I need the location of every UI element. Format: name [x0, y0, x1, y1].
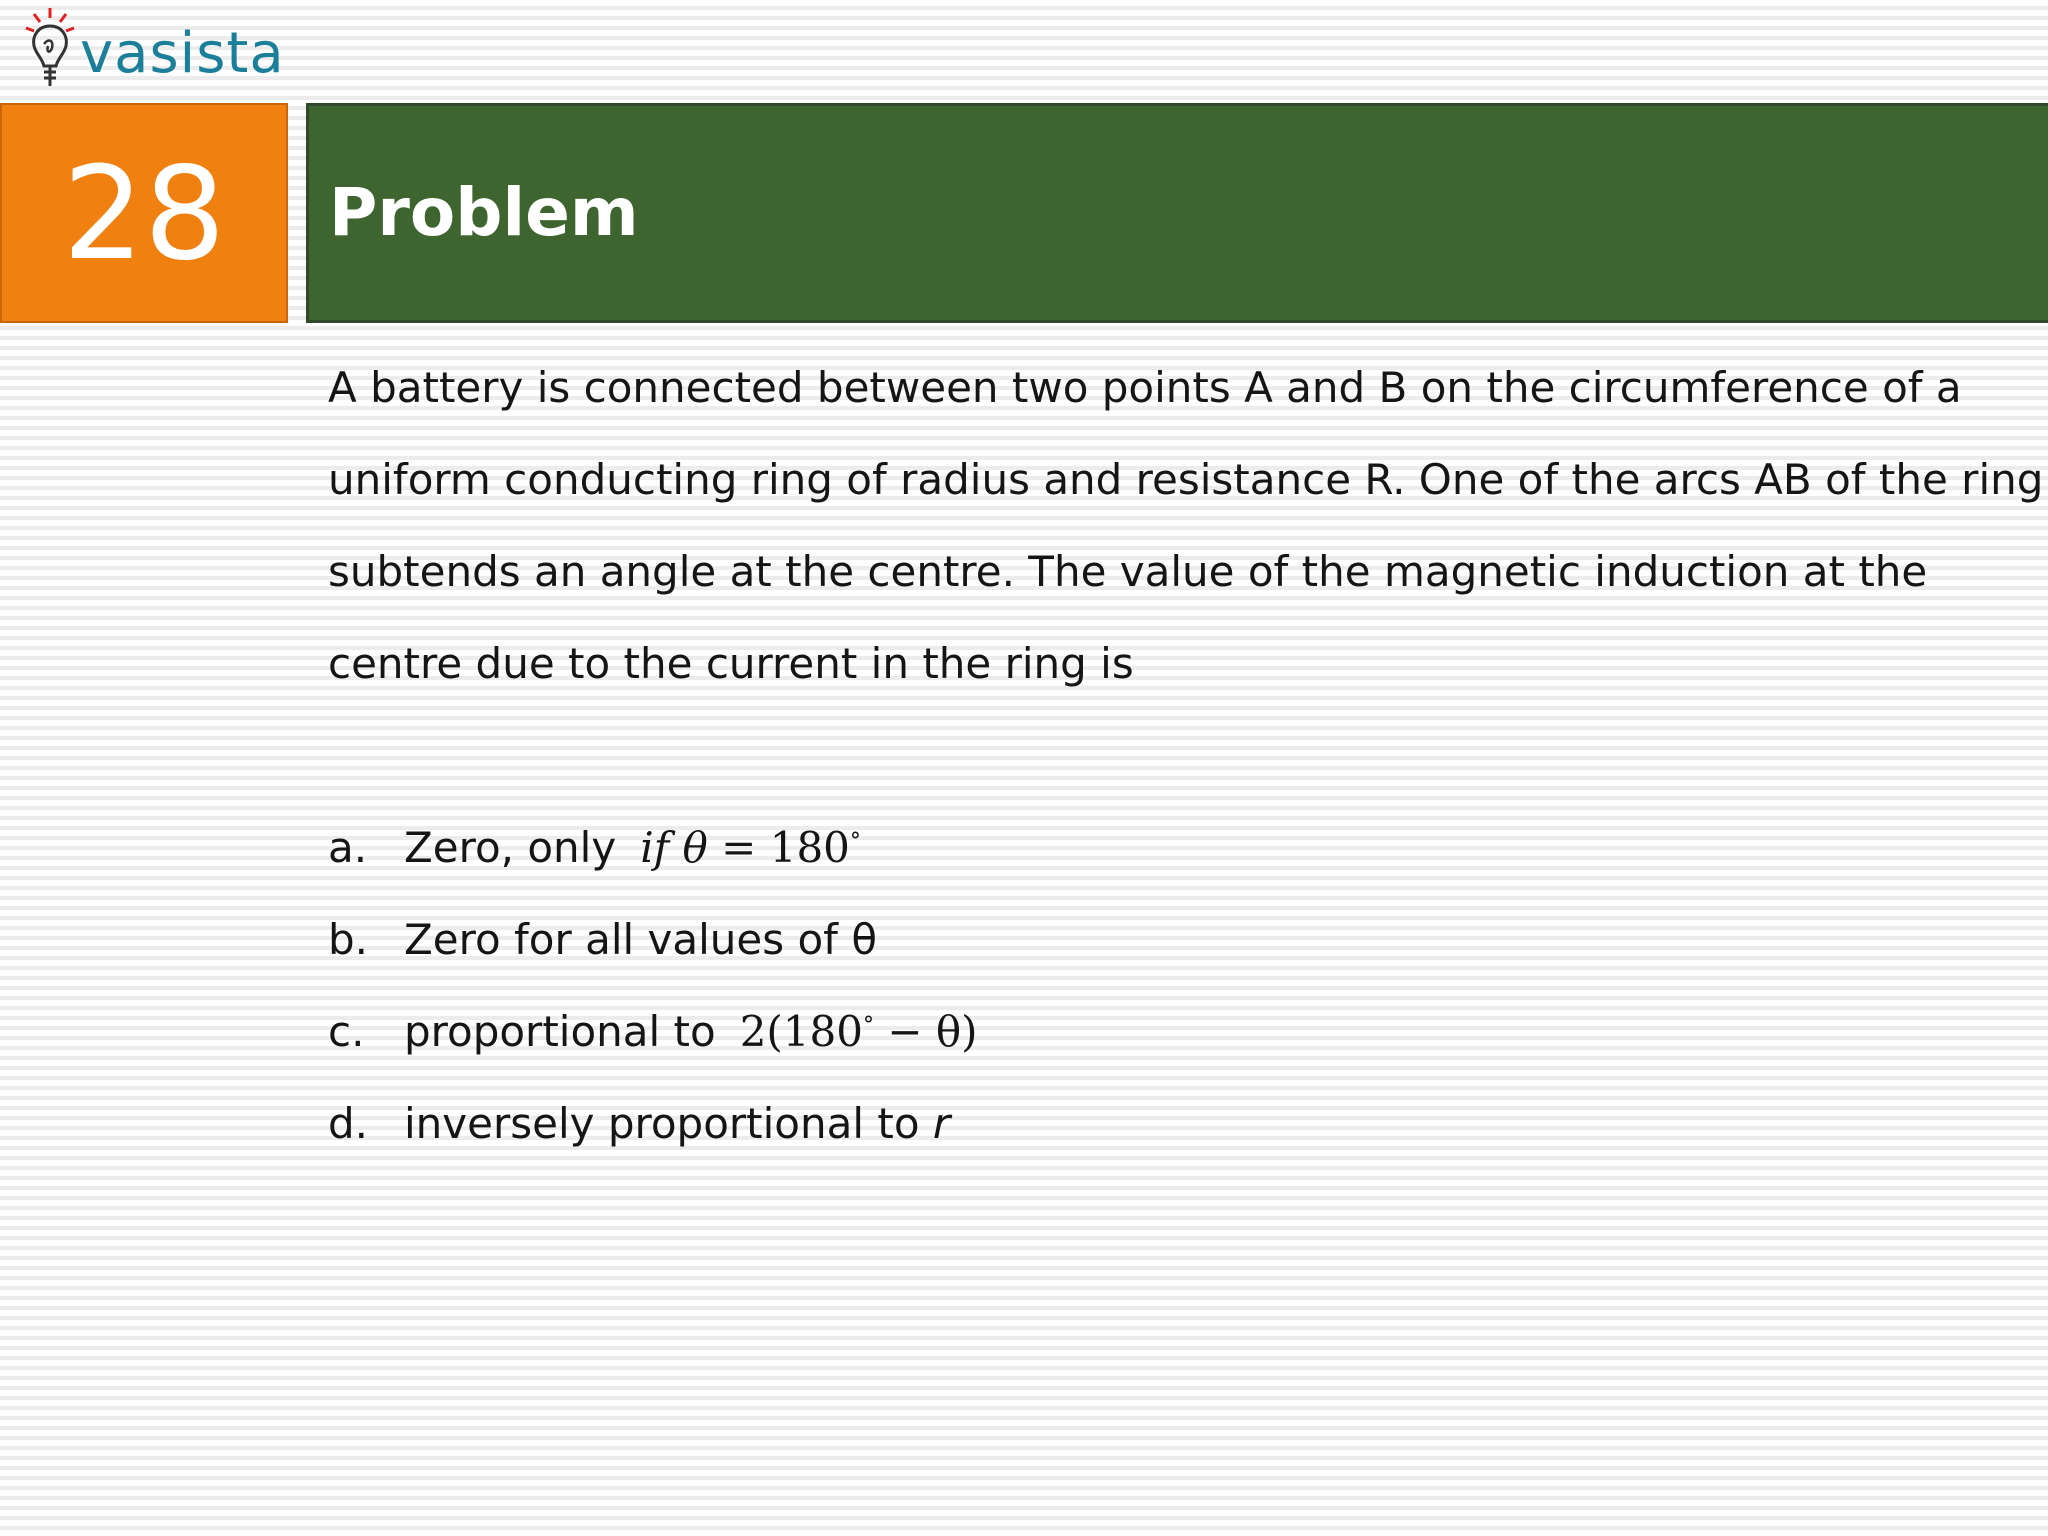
- option-text: Zero, only: [404, 823, 617, 872]
- slide-number: 28: [62, 140, 226, 289]
- option-math: [740, 1007, 978, 1056]
- option-variable: r: [932, 1099, 951, 1148]
- degree-symbol: °: [849, 829, 861, 854]
- option-math: [640, 823, 861, 872]
- question-line: A battery is connected between two points A and B on the circumference of a: [328, 363, 1962, 412]
- math-expression: 2(180: [739, 1007, 863, 1056]
- degree-symbol: °: [862, 1013, 874, 1038]
- question-line: uniform conducting ring of radius and resistance R. One of the arcs AB of the ring: [328, 455, 2044, 504]
- option-letter: d.: [328, 1099, 369, 1148]
- math-variable: if θ: [640, 823, 708, 872]
- option-letter: b.: [328, 915, 369, 964]
- slide-number-box: [0, 103, 288, 323]
- option-d: [328, 1078, 950, 1170]
- question-text: [328, 342, 2044, 710]
- option-letter: c.: [328, 1007, 365, 1056]
- option-letter: a.: [328, 823, 368, 872]
- option-text: proportional to: [404, 1007, 716, 1056]
- option-a: [328, 802, 861, 894]
- question-line: subtends an angle at the centre. The value of the magnetic induction at the: [328, 547, 1928, 596]
- option-b: [328, 894, 877, 986]
- option-text: Zero for all values of θ: [404, 915, 878, 964]
- lightbulb-icon: [20, 4, 80, 96]
- slide-title: Problem: [329, 174, 639, 251]
- math-expression: − θ): [873, 1007, 978, 1056]
- option-text: inversely proportional to: [404, 1099, 933, 1148]
- question-line: centre due to the current in the ring is: [328, 639, 1134, 688]
- math-expression: = 180: [707, 823, 850, 872]
- vasista-logo: [20, 4, 290, 96]
- title-bar: [306, 103, 2048, 323]
- option-c: [328, 986, 978, 1078]
- logo-text: vasista: [80, 21, 285, 86]
